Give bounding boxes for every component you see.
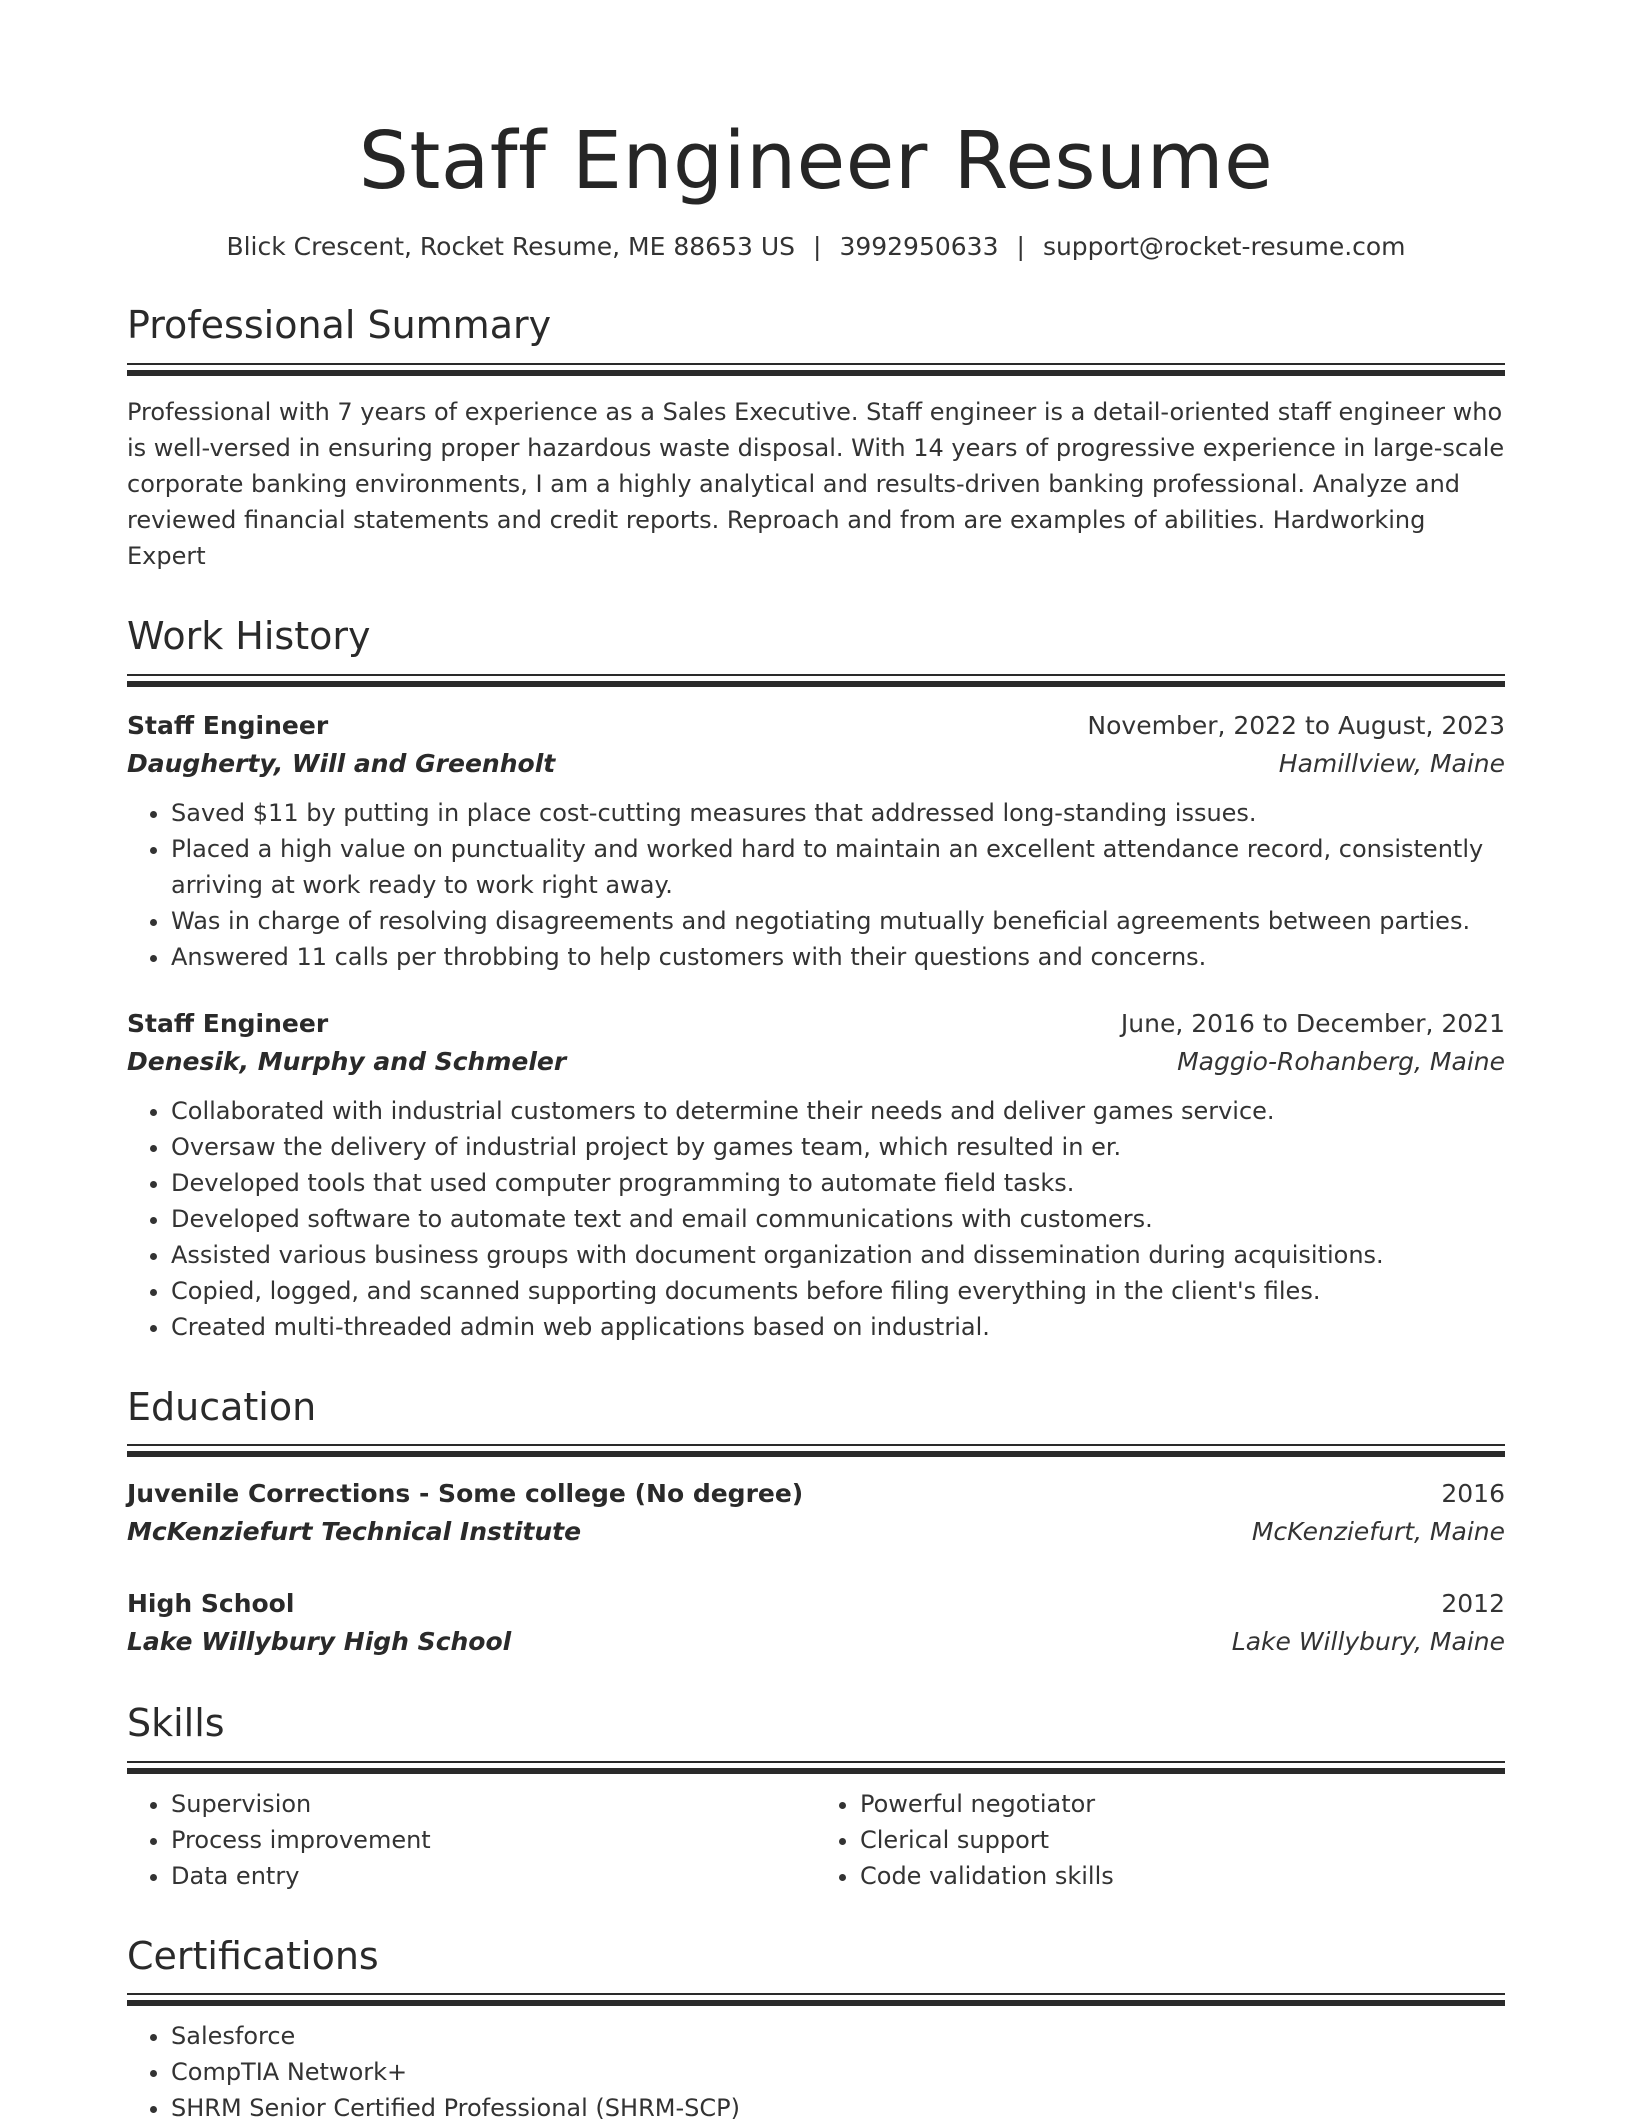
contact-email: support@rocket-resume.com	[1042, 231, 1406, 261]
job-dates: November, 2022 to August, 2023	[1087, 710, 1505, 740]
contact-phone: 3992950633	[839, 231, 999, 261]
contact-address: Blick Crescent, Rocket Resume, ME 88653 US	[226, 231, 795, 261]
skills-list-right	[816, 1786, 1505, 1894]
section-divider	[127, 363, 1505, 376]
certifications-section	[127, 1934, 1505, 2126]
education-school-row	[127, 1513, 1505, 1551]
certification-item: • CompTIA Network+	[171, 2054, 1505, 2090]
bullet-item: • Copied, logged, and scanned supporting documents before filing everything in the client's files.	[171, 1273, 1505, 1309]
section-heading: Skills	[127, 1701, 225, 1746]
education-entry	[127, 1585, 1505, 1661]
work-history-section	[127, 614, 1505, 1345]
education-year: 2016	[1441, 1479, 1505, 1509]
job-bullets	[127, 795, 1505, 975]
education-location: McKenziefurt, Maine	[1251, 1517, 1505, 1547]
section-divider	[127, 1444, 1505, 1457]
skill-item: • Code validation skills	[860, 1858, 1505, 1894]
certification-item: • Salesforce	[171, 2018, 1505, 2054]
section-heading: Work History	[127, 614, 371, 659]
education-school: McKenziefurt Technical Institute	[127, 1517, 582, 1547]
job-company-row	[127, 745, 1505, 783]
bullet-item: • Assisted various business groups with document organization and dissemination during acquisitions.	[171, 1237, 1505, 1273]
skill-item: • Supervision	[171, 1786, 816, 1822]
job-title: Staff Engineer	[127, 710, 329, 740]
certifications-list	[127, 2018, 1505, 2126]
education-header-row	[127, 1475, 1505, 1513]
contact-separator: |	[1016, 231, 1025, 261]
job-company: Daugherty, Will and Greenholt	[127, 748, 556, 778]
education-section	[127, 1385, 1505, 1662]
skill-item: • Clerical support	[860, 1822, 1505, 1858]
job-dates: June, 2016 to December, 2021	[1120, 1008, 1505, 1038]
skills-columns	[127, 1786, 1505, 1894]
section-heading: Professional Summary	[127, 303, 552, 348]
skills-section	[127, 1701, 1505, 1894]
job-company-row	[127, 1043, 1505, 1081]
bullet-item: • Placed a high value on punctuality and worked hard to maintain an excellent attendance record, consistently arriving at work ready to work right away.	[171, 831, 1505, 903]
bullet-item: • Oversaw the delivery of industrial project by games team, which resulted in er.	[171, 1129, 1505, 1165]
bullet-item: • Created multi-threaded admin web applications based on industrial.	[171, 1309, 1505, 1345]
education-year: 2012	[1441, 1589, 1505, 1619]
contact-line	[127, 231, 1505, 264]
job-entry	[127, 707, 1505, 975]
job-entry	[127, 1005, 1505, 1345]
section-heading: Education	[127, 1384, 317, 1429]
summary-text: Professional with 7 years of experience as a Sales Executive. Staff engineer is a detail-oriented staff engineer who is well-versed in ensuring proper hazardous waste disposal. With 14 years of progressive experience in large-scale corporate banking environments, I am a highly analytical and results-driven banking professional. Analyze and reviewed financial statements and credit reports. Reproach and from are examples of abilities. Hardworking Expert	[127, 398, 1505, 571]
job-header-row	[127, 1005, 1505, 1043]
skills-list-left	[127, 1786, 816, 1894]
job-location: Hamillview, Maine	[1278, 748, 1505, 778]
bullet-item: • Collaborated with industrial customers to determine their needs and deliver games service.	[171, 1093, 1505, 1129]
education-degree: Juvenile Corrections - Some college (No degree)	[127, 1479, 804, 1509]
education-entry	[127, 1475, 1505, 1551]
bullet-item: • Was in charge of resolving disagreements and negotiating mutually beneficial agreements between parties.	[171, 903, 1505, 939]
bullet-item: • Developed software to automate text and email communications with customers.	[171, 1201, 1505, 1237]
section-divider	[127, 674, 1505, 687]
education-school: Lake Willybury High School	[127, 1627, 512, 1657]
job-company: Denesik, Murphy and Schmeler	[127, 1046, 567, 1076]
education-header-row	[127, 1585, 1505, 1623]
bullet-item: • Saved $11 by putting in place cost-cutting measures that addressed long-standing issues.	[171, 795, 1505, 831]
resume-title: Staff Engineer Resume	[358, 115, 1274, 207]
bullet-item: • Developed tools that used computer programming to automate field tasks.	[171, 1165, 1505, 1201]
job-title: Staff Engineer	[127, 1008, 329, 1038]
job-header-row	[127, 707, 1505, 745]
education-school-row	[127, 1623, 1505, 1661]
skill-item: • Data entry	[171, 1858, 816, 1894]
education-degree: High School	[127, 1589, 295, 1619]
certification-item: • SHRM Senior Certified Professional (SHRM-SCP)	[171, 2090, 1505, 2126]
bullet-item: • Answered 11 calls per throbbing to help customers with their questions and concerns.	[171, 939, 1505, 975]
section-heading: Certifications	[127, 1933, 379, 1978]
job-bullets	[127, 1093, 1505, 1345]
contact-separator: |	[813, 231, 822, 261]
job-location: Maggio-Rohanberg, Maine	[1177, 1046, 1505, 1076]
skill-item: • Powerful negotiator	[860, 1786, 1505, 1822]
section-divider	[127, 1993, 1505, 2006]
skill-item: • Process improvement	[171, 1822, 816, 1858]
summary-section	[127, 303, 1505, 574]
section-divider	[127, 1761, 1505, 1774]
education-location: Lake Willybury, Maine	[1231, 1627, 1505, 1657]
